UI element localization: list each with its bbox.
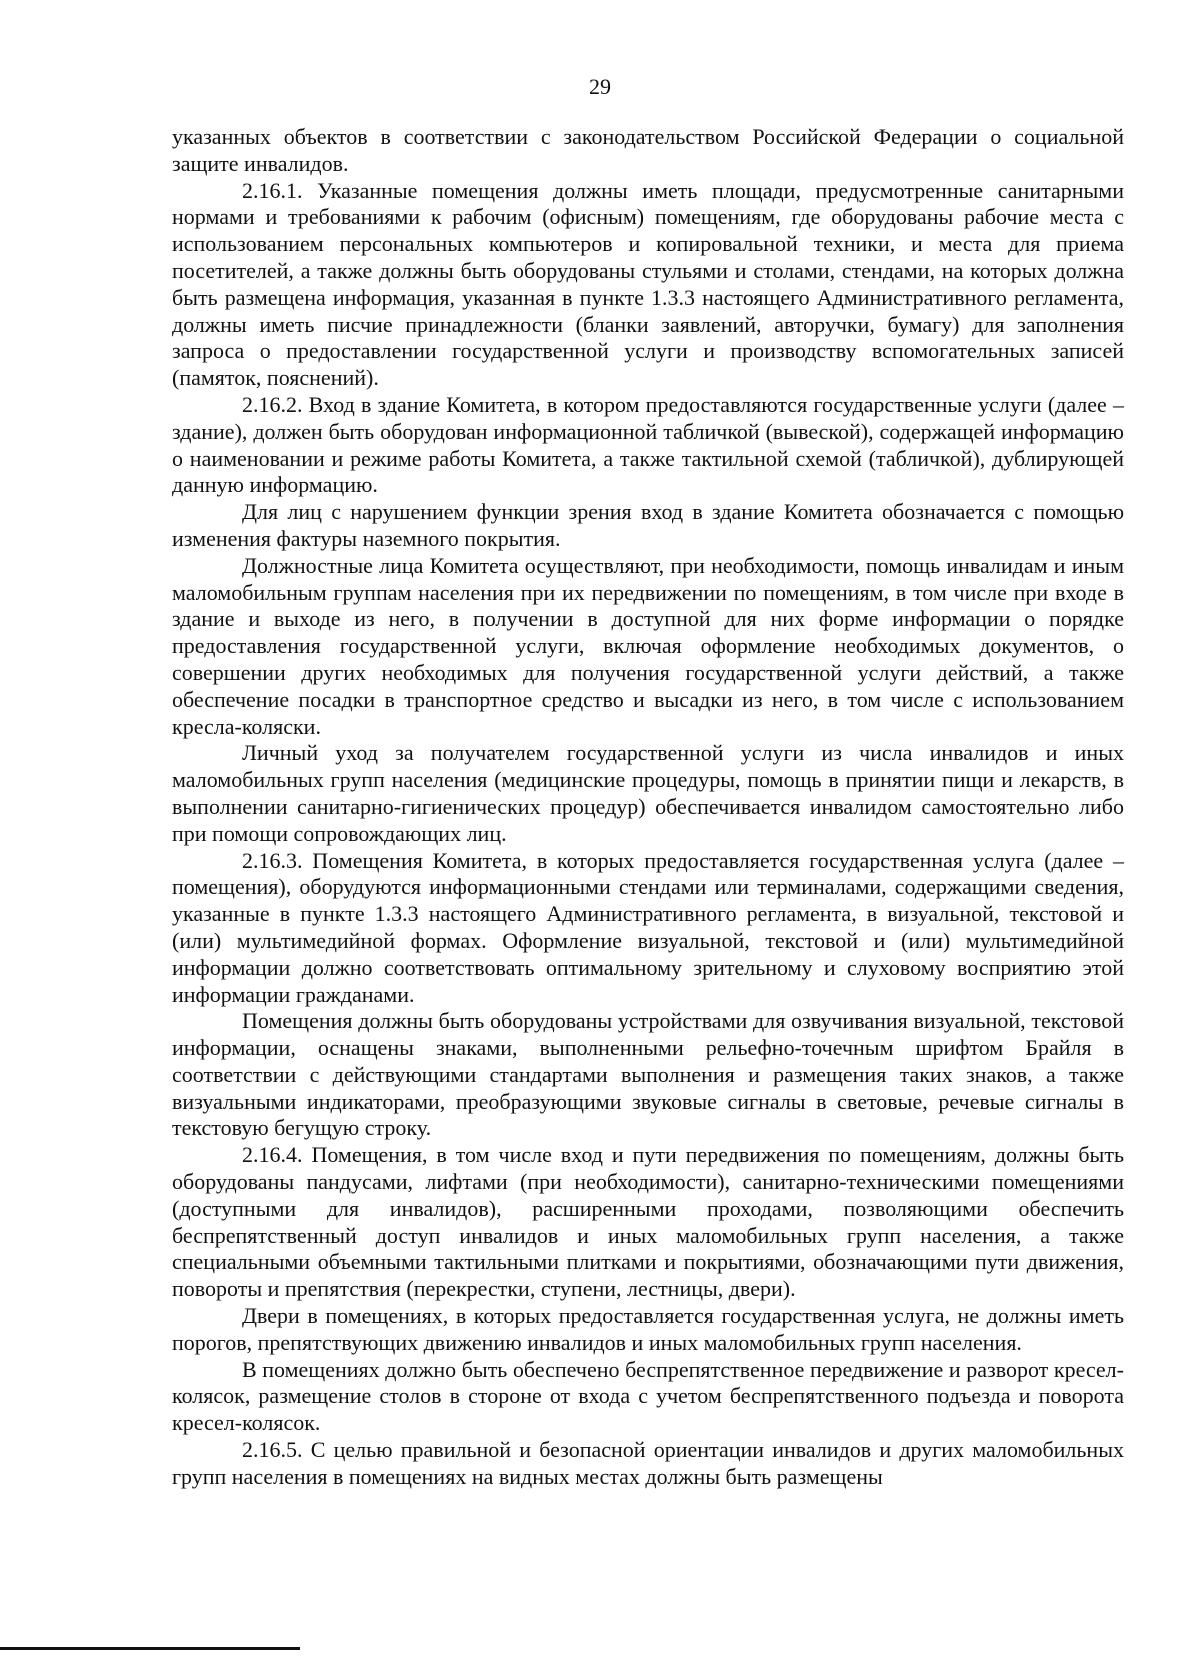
paragraph-11: В помещениях должно быть обеспечено беспрепятственное передвижение и разворот кресел-колясок, размещение столов в стороне от входа с учетом беспрепятственного подъезда и поворота кресел-колясок.	[172, 1356, 1124, 1436]
paragraph-5: Должностные лица Комитета осуществляют, при необходимости, помощь инвалидам и иным маломобильным группам населения при их передвижении по помещениям, в том числе при входе в здание и выходе из него, в получении в доступной для них форме информации о порядке предоставления государственной услуги, включая оформление необходимых документов, о совершении других необходимых для получения государственной услуги действий, а также обеспечение посадки в транспортное средство и высадки из него, в том числе с использованием кресла-коляски.	[172, 552, 1124, 739]
paragraph-4: Для лиц с нарушением функции зрения вход в здание Комитета обозначается с помощью изменения фактуры наземного покрытия.	[172, 499, 1124, 551]
document-body	[172, 124, 1124, 1491]
paragraph-3: 2.16.2. Вход в здание Комитета, в котором предоставляются государственные услуги (далее – здание), должен быть оборудован информационной табличкой (вывеской), содержащей информацию о наименовании и режиме работы Комитета, а также тактильной схемой (табличкой), дублирующей данную информацию.	[172, 391, 1124, 498]
paragraph-1: указанных объектов в соответствии с законодательством Российской Федерации о социальной защите инвалидов.	[172, 124, 1124, 176]
paragraph-6: Личный уход за получателем государственной услуги из числа инвалидов и иных маломобильных групп населения (медицинские процедуры, помощь в принятии пищи и лекарств, в выполнении санитарно-гигиенических процедур) обеспечивается инвалидом самостоятельно либо при помощи сопровождающих лиц.	[172, 740, 1124, 846]
paragraph-12: 2.16.5. С целью правильной и безопасной ориентации инвалидов и других маломобильных групп населения в помещениях на видных местах должны быть размещены	[172, 1437, 1124, 1489]
footer-divider	[0, 1647, 300, 1650]
paragraph-8: Помещения должны быть оборудованы устройствами для озвучивания визуальной, текстовой информации, оснащены знаками, выполненными рельефно-точечным шрифтом Брайля в соответствии с действующими стандартами выполнения и размещения таких знаков, а также визуальными индикаторами, преобразующими звуковые сигналы в световые, речевые сигналы в текстовую бегущую строку.	[172, 1008, 1124, 1141]
paragraph-7: 2.16.3. Помещения Комитета, в которых предоставляется государственная услуга (далее – помещения), оборудуются информационными стендами или терминалами, содержащими сведения, указанные в пункте 1.3.3 настоящего Административного регламента, в визуальной, текстовой и (или) мультимедийной формах. Оформление визуальной, текстовой и (или) мультимедийной информации должно соответствовать оптимальному зрительному и слуховому восприятию этой информации гражданами.	[172, 847, 1124, 1007]
paragraph-2: 2.16.1. Указанные помещения должны иметь площади, предусмотренные санитарными нормами и требованиями к рабочим (офисным) помещениям, где оборудованы рабочие места с использованием персональных компьютеров и копировальной техники, и места для приема посетителей, а также должны быть оборудованы стульями и столами, стендами, на которых должна быть размещена информация, указанная в пункте 1.3.3 настоящего Административного регламента, должны иметь писчие принадлежности (бланки заявлений, авторучки, бумагу) для заполнения запроса о предоставлении государственной услуги и производству вспомогательных записей (памяток, пояснений).	[172, 177, 1124, 391]
paragraph-10: Двери в помещениях, в которых предоставляется государственная услуга, не должны иметь порогов, препятствующих движению инвалидов и иных маломобильных групп населения.	[172, 1303, 1124, 1355]
page-number: 29	[589, 74, 611, 99]
paragraph-9: 2.16.4. Помещения, в том числе вход и пути передвижения по помещениям, должны быть оборудованы пандусами, лифтами (при необходимости), санитарно-техническими помещениями (доступными для инвалидов), расширенными проходами, позволяющими обеспечить беспрепятственный доступ инвалидов и иных маломобильных групп населения, а также специальными объемными тактильными плитками и покрытиями, обозначающими пути движения, повороты и препятствия (перекрестки, ступени, лестницы, двери).	[172, 1142, 1124, 1302]
